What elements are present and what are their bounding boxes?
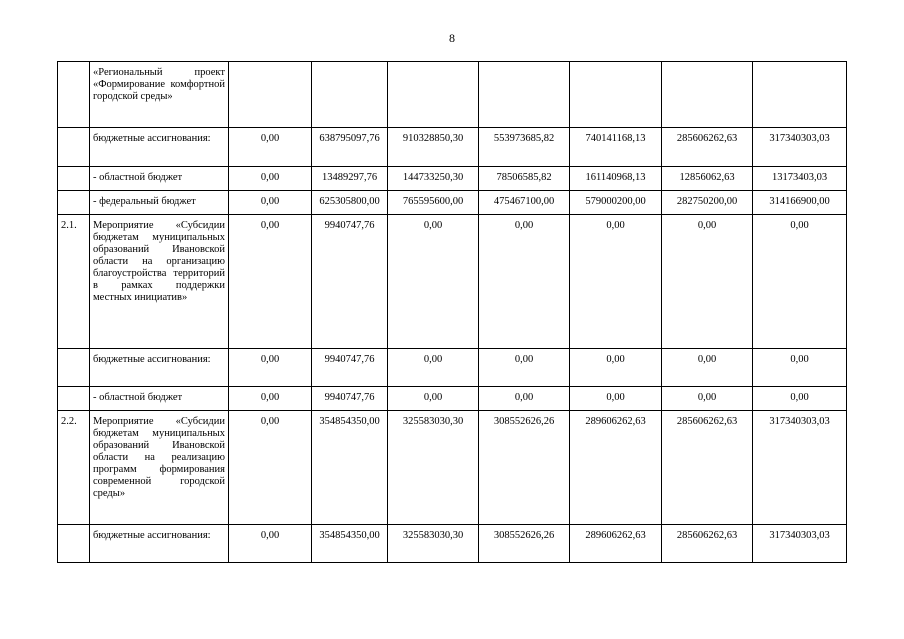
table-row xyxy=(58,387,847,411)
value-cell: 317340303,03 xyxy=(753,411,847,525)
row-number-cell xyxy=(58,62,90,128)
value-cell xyxy=(229,62,312,128)
value-cell: 0,00 xyxy=(388,349,479,387)
row-name-cell xyxy=(90,349,229,387)
row-name-cell xyxy=(90,215,229,349)
row-name-text: - федеральный бюджет xyxy=(93,196,196,207)
value-cell: 9940747,76 xyxy=(312,387,388,411)
row-number-cell xyxy=(58,525,90,563)
row-name-text: бюджетные ассигнования: xyxy=(93,354,211,365)
value-cell: 765595600,00 xyxy=(388,191,479,215)
value-cell: 0,00 xyxy=(570,387,662,411)
value-cell: 13173403,03 xyxy=(753,167,847,191)
value-cell: 579000200,00 xyxy=(570,191,662,215)
row-name-cell xyxy=(90,62,229,128)
value-cell: 285606262,63 xyxy=(662,525,753,563)
row-name-text: - областной бюджет xyxy=(93,392,183,403)
value-cell: 289606262,63 xyxy=(570,525,662,563)
row-name-text: Мероприятие «Субсидии бюджетам муниципальных образований Ивановской области на организацию благоустройства территорий в рамках поддержки местных инициатив» xyxy=(93,220,225,303)
value-cell: 0,00 xyxy=(662,215,753,349)
value-cell: 0,00 xyxy=(479,349,570,387)
value-cell xyxy=(753,62,847,128)
value-cell: 475467100,00 xyxy=(479,191,570,215)
table-row xyxy=(58,167,847,191)
value-cell: 740141168,13 xyxy=(570,128,662,167)
row-name-cell xyxy=(90,525,229,563)
value-cell: 0,00 xyxy=(570,349,662,387)
value-cell: 78506585,82 xyxy=(479,167,570,191)
table-row xyxy=(58,62,847,128)
value-cell: 0,00 xyxy=(388,387,479,411)
value-cell: 161140968,13 xyxy=(570,167,662,191)
value-cell: 0,00 xyxy=(229,387,312,411)
value-cell: 0,00 xyxy=(229,411,312,525)
value-cell: 0,00 xyxy=(753,387,847,411)
value-cell: 0,00 xyxy=(662,349,753,387)
value-cell: 13489297,76 xyxy=(312,167,388,191)
budget-table xyxy=(57,61,847,563)
row-name-cell xyxy=(90,387,229,411)
value-cell xyxy=(388,62,479,128)
row-name-cell xyxy=(90,167,229,191)
value-cell: 910328850,30 xyxy=(388,128,479,167)
value-cell: 317340303,03 xyxy=(753,525,847,563)
value-cell: 638795097,76 xyxy=(312,128,388,167)
value-cell: 0,00 xyxy=(229,349,312,387)
value-cell: 9940747,76 xyxy=(312,215,388,349)
row-name-text: - областной бюджет xyxy=(93,172,183,183)
value-cell: 0,00 xyxy=(479,387,570,411)
value-cell: 0,00 xyxy=(570,215,662,349)
value-cell: 325583030,30 xyxy=(388,411,479,525)
value-cell: 12856062,63 xyxy=(662,167,753,191)
value-cell: 0,00 xyxy=(662,387,753,411)
value-cell: 282750200,00 xyxy=(662,191,753,215)
value-cell: 9940747,76 xyxy=(312,349,388,387)
value-cell: 314166900,00 xyxy=(753,191,847,215)
value-cell: 553973685,82 xyxy=(479,128,570,167)
value-cell: 0,00 xyxy=(229,525,312,563)
table-row xyxy=(58,411,847,525)
row-number-cell xyxy=(58,191,90,215)
value-cell: 354854350,00 xyxy=(312,411,388,525)
table-row xyxy=(58,191,847,215)
value-cell: 0,00 xyxy=(229,191,312,215)
row-name-cell xyxy=(90,191,229,215)
value-cell: 0,00 xyxy=(229,215,312,349)
row-number-cell xyxy=(58,387,90,411)
value-cell xyxy=(662,62,753,128)
row-name-text: «Региональный проект «Формирование комфортной городской среды» xyxy=(93,67,225,102)
value-cell: 0,00 xyxy=(229,167,312,191)
table-row xyxy=(58,215,847,349)
value-cell: 0,00 xyxy=(753,215,847,349)
value-cell xyxy=(312,62,388,128)
value-cell xyxy=(570,62,662,128)
value-cell: 0,00 xyxy=(229,128,312,167)
value-cell: 354854350,00 xyxy=(312,525,388,563)
value-cell: 317340303,03 xyxy=(753,128,847,167)
row-number-cell: 2.1. xyxy=(58,215,90,349)
row-number-cell xyxy=(58,128,90,167)
value-cell: 325583030,30 xyxy=(388,525,479,563)
table-row xyxy=(58,525,847,563)
table-body xyxy=(58,62,847,563)
value-cell: 0,00 xyxy=(388,215,479,349)
row-name-cell xyxy=(90,128,229,167)
value-cell: 0,00 xyxy=(753,349,847,387)
value-cell xyxy=(479,62,570,128)
value-cell: 308552626,26 xyxy=(479,411,570,525)
table-row xyxy=(58,349,847,387)
value-cell: 285606262,63 xyxy=(662,411,753,525)
value-cell: 625305800,00 xyxy=(312,191,388,215)
value-cell: 308552626,26 xyxy=(479,525,570,563)
row-name-cell xyxy=(90,411,229,525)
value-cell: 144733250,30 xyxy=(388,167,479,191)
value-cell: 0,00 xyxy=(479,215,570,349)
row-name-text: Мероприятие «Субсидии бюджетам муниципальных образований Ивановской области на реализацию программ формирования современной городской среды» xyxy=(93,416,225,499)
row-number-cell xyxy=(58,349,90,387)
value-cell: 289606262,63 xyxy=(570,411,662,525)
row-number-cell: 2.2. xyxy=(58,411,90,525)
row-name-text: бюджетные ассигнования: xyxy=(93,530,211,541)
page-number: 8 xyxy=(449,31,455,45)
value-cell: 285606262,63 xyxy=(662,128,753,167)
row-name-text: бюджетные ассигнования: xyxy=(93,133,211,144)
table-row xyxy=(58,128,847,167)
row-number-cell xyxy=(58,167,90,191)
